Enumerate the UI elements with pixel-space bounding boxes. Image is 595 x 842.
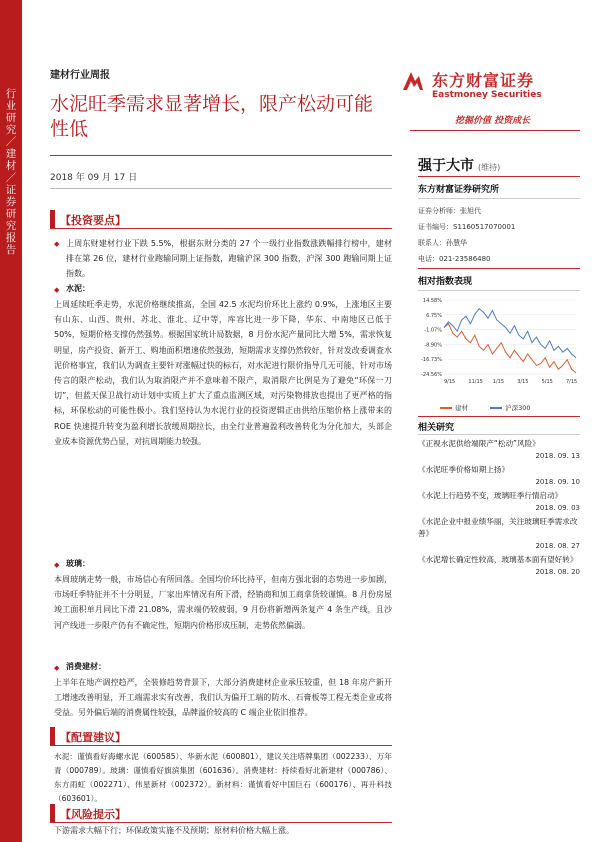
title-divider	[50, 155, 392, 156]
slogan: 挖掘价值 投资成长	[455, 116, 531, 126]
related-item-date: 2018. 09. 10	[535, 478, 580, 486]
related-item-title[interactable]: 《水泥上行趋势不变，玻璃旺季行情启动》	[418, 491, 563, 500]
side-vertical-text: 行业研究／建材／证券研究报告	[5, 88, 17, 256]
legend-item-building	[440, 404, 468, 412]
glass-label: 玻璃：	[66, 559, 90, 568]
section-underline	[50, 745, 392, 746]
institute-divider	[418, 198, 580, 199]
chart-heading: 相对指数表现	[418, 277, 473, 287]
weekly-summary-paragraph: 上周东财建材行业下跌 5.5%，根据东财分类的 27 个一级行业指数涨跌幅排行榜中，建材排在第 26 位，建材行业跑输同期上证指数，跑输沪深 300 指数，沪深 300 跑输同期上证指数。	[66, 239, 392, 279]
bullet-icon: ◆	[54, 286, 60, 294]
related-item-date: 2018. 08. 27	[535, 542, 580, 550]
related-item-title[interactable]: 《水泥增长确定性较高，玻璃基本面有望好转》	[418, 555, 578, 564]
company-logo	[400, 66, 580, 106]
legend-label-hs300: 沪深300	[505, 404, 531, 412]
consumer-label: 消费建材：	[66, 662, 106, 671]
section-bar	[50, 210, 55, 229]
rating	[418, 155, 500, 175]
section-title: 【投资要点】	[60, 214, 126, 227]
institute-name: 东方财富证券研究所	[418, 185, 500, 195]
section-title: 【风险提示】	[60, 808, 126, 821]
series-line-hs300	[444, 309, 576, 358]
y-tick-label: -16.73%	[421, 357, 442, 364]
analyst-line: 证券分析师：张旭代	[418, 207, 481, 215]
y-tick-label: -1.07%	[424, 327, 442, 334]
x-tick-label: 9/15	[444, 379, 456, 385]
section-bar	[50, 804, 55, 823]
y-tick-label: 6.75%	[426, 312, 442, 319]
section-risk	[50, 804, 392, 823]
report-title: 水泥旺季需求显著增长，限产松动可能性低	[50, 93, 374, 140]
bullet-icon: ◆	[54, 561, 60, 569]
related-item-date: 2018. 09. 13	[535, 452, 580, 460]
consumer-paragraph: 上半年在地产调控趋严，全装修趋势背景下，大部分消费建材企业承压较重，但 18 年房产新开工增速改善明显，开工端需求实有改善，我们认为偏开工端的防水、石膏板等工程无类企业或将受益。另外偏后端的消费属性较强，品牌溢价较高的 C 端企业依旧推荐。	[54, 678, 392, 718]
rating-label: 强于大市	[418, 158, 474, 174]
legend-label-building: 建材	[455, 404, 468, 412]
cement-paragraph: 上周延续旺季走势，水泥价格继续推高，全国 42.5 水泥均价环比上涨约 0.9%，上涨地区主要有山东、山西、贵州、苏北、淮北、辽中等，库容比进一步下降，华东、中南地区已低于 50%，短期价格支撑仍然强势。根据国家统计局数据，8 月份水泥产量同比大增 5%，需求恢复明显，房产投资、新开工、购地面积增速依然强劲，短期需求支撑仍然较好，针对发改委调查水泥价格事宜，我们认为调查主要针对涨幅过快的标石，对水泥进行限价指导几无可能，针对市场传言的限产松动，我们认为取消限产并不意味着不限产，取消限产比例是为了避免“环保一刀切”，但蓝天保卫战行动计划中实质上扩大了重点监测区域，对污染物排放也提出了更严格的指标，环保松动的可能性极小。我们坚持认为水泥行业的投资逻辑正由供给压缩价格上涨带来的 ROE 快速提升转变为盈利增长放缓周期拉长，由全行业普遍盈利改善转化为分化加大，头部企业成本资源优势凸显，对抗周期能力较强。	[54, 300, 392, 446]
section-title: 【配置建议】	[60, 731, 126, 744]
x-tick-label: 11/15	[468, 379, 483, 385]
report-type: 建材行业周报	[50, 70, 110, 81]
legend-swatch-building	[440, 407, 452, 409]
section-bar	[50, 727, 55, 746]
x-tick-label: 1/15	[492, 379, 505, 385]
logo-name-cn: 东方财富证券	[432, 71, 535, 90]
certificate-line: 证书编号：S1160517070001	[418, 223, 516, 231]
cement-label: 水泥：	[66, 284, 90, 293]
related-heading-divider	[418, 434, 580, 435]
related-top-divider	[418, 416, 580, 417]
y-tick-label: 14.58%	[422, 298, 442, 304]
related-item-date: 2018. 09. 03	[535, 504, 580, 512]
logo-name-en: Eastmoney Securities	[432, 90, 542, 100]
legend-item-hs300	[490, 404, 530, 412]
section-config	[50, 727, 392, 746]
bullet-icon: ◆	[54, 240, 60, 248]
relative-index-chart	[418, 296, 580, 394]
rating-sub: (维持)	[478, 163, 501, 172]
logo-mark-icon	[400, 68, 426, 94]
related-item-title[interactable]: 《水泥企业中报业绩华丽，关注玻璃旺季需求改善》	[418, 517, 578, 538]
glass-paragraph: 本周玻璃走势一般，市场信心有所回落。全国均价环比持平，但南方强北弱的态势进一步加剧，市场旺季特征并不十分明显，厂家出库情况有所下滑，经销商和加工商拿货较谨慎。8 月份房屋竣工面积单月同比下滑 21.08%，需求端仍较疲弱，9 月份将新增两条复产 4 条生产线，且沙河产线进一步限产仍有不确定性，短期内价格形成压制，走势依然偏弱。	[54, 575, 392, 630]
section-key-points	[50, 210, 392, 229]
y-tick-label: -24.56%	[421, 372, 442, 378]
related-item-title[interactable]: 《正视水泥供给端限产“松动”风险》	[418, 439, 540, 448]
section-underline	[50, 822, 392, 823]
risk-paragraph: 下游需求大幅下行；环保政策实施不及预期；原材料价格大幅上涨。	[54, 826, 294, 835]
related-research-list	[418, 438, 580, 580]
config-paragraph: 水泥：谨慎看好海螺水泥（600585）、华新水泥（600801），建议关注塔牌集团（002233）、万年青（000789）。玻璃：谨慎看好旗滨集团（601636）。消费建材：持续看好北新建材（000786）、东方雨虹（002271）、伟星新材（002372）。新材料：谨慎看好中国巨石（600176）、再升科技（603601）。	[54, 752, 392, 803]
related-heading: 相关研究	[418, 423, 455, 433]
x-tick-label: 7/15	[566, 379, 578, 385]
phone-line: 电话：021-23586480	[418, 255, 491, 263]
date-divider	[50, 188, 392, 189]
related-item-title[interactable]: 《水泥旺季价格如期上扬》	[418, 465, 510, 474]
chart-legend	[440, 403, 531, 412]
report-date: 2018 年 09 月 17 日	[50, 173, 138, 183]
bullet-icon: ◆	[54, 664, 60, 672]
chart-heading-divider	[418, 290, 580, 291]
related-item-date: 2018. 08. 20	[535, 568, 580, 576]
rating-divider	[418, 176, 580, 177]
section-underline	[50, 228, 392, 229]
legend-swatch-hs300	[490, 407, 502, 409]
x-tick-label: 5/15	[541, 379, 553, 385]
contact-line: 联系人：孙慧华	[418, 239, 467, 247]
y-tick-label: -8.90%	[424, 342, 442, 349]
chart-top-divider	[418, 268, 580, 269]
slogan-divider	[410, 130, 580, 131]
x-tick-label: 3/15	[517, 379, 529, 385]
